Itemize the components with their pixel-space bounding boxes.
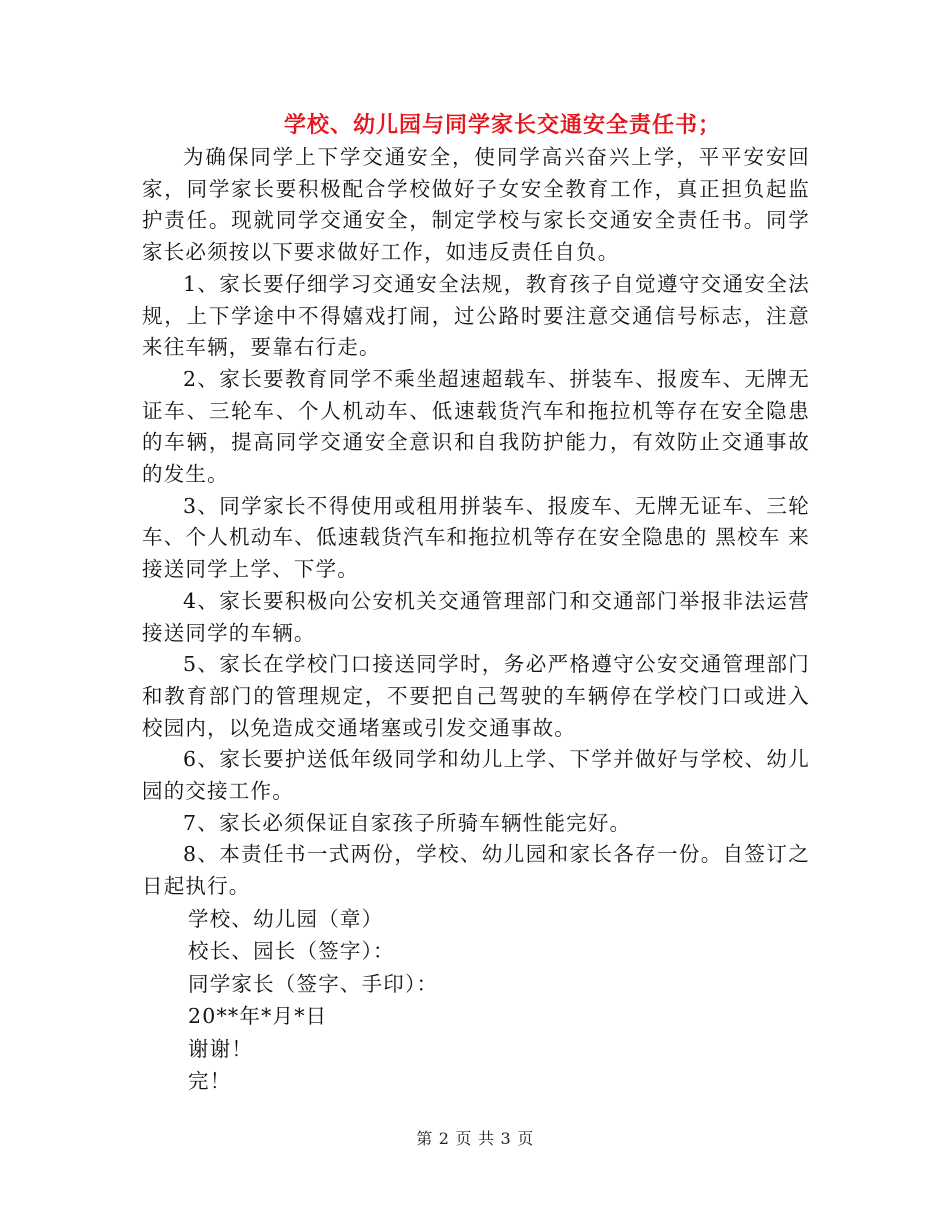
- intro-paragraph: 为确保同学上下学交通安全，使同学高兴奋兴上学，平平安安回家，同学家长要积极配合学校做好子女安全教育工作，真正担负起监护责任。现就同学交通安全，制定学校与家长交通安全责任书。同学家长必须按以下要求做好工作，如违反责任自负。: [142, 145, 810, 265]
- document-title: 学校、幼儿园与同学家长交通安全责任书；: [283, 112, 721, 138]
- rule-paragraph-3: 3、同学家长不得使用或租用拼装车、报废车、无牌无证车、三轮车、个人机动车、低速载货汽车和拖拉机等存在安全隐患的 黑校车 来接送同学上学、下学。: [142, 493, 810, 582]
- rule-paragraph-1: 1、家长要仔细学习交通安全法规，教育孩子自觉遵守交通安全法规，上下学途中不得嬉戏打闹，过公路时要注意交通信号标志，注意来往车辆，要靠右行走。: [142, 271, 810, 360]
- rule-paragraph-6: 6、家长要护送低年级同学和幼儿上学、下学并做好与学校、幼儿园的交接工作。: [142, 747, 810, 804]
- date-line: 20**年*月*日: [188, 1004, 328, 1029]
- footer-unit-label-2: 页: [517, 1129, 534, 1148]
- principal-signature-line: 校长、园长（签字）：: [188, 939, 395, 964]
- footer-page-label: 第: [416, 1129, 433, 1148]
- rule-paragraph-8: 8、本责任书一式两份，学校、幼儿园和家长各存一份。自签订之日起执行。: [142, 842, 810, 899]
- rule-paragraph-7: 7、家长必须保证自家孩子所骑车辆性能完好。: [183, 810, 632, 835]
- end-line: 完！: [188, 1069, 232, 1094]
- footer-total-label: 共: [478, 1129, 495, 1148]
- total-pages-number: 3: [500, 1129, 512, 1148]
- page-footer: [0, 1126, 950, 1149]
- thanks-line: 谢谢！: [188, 1036, 254, 1061]
- rule-paragraph-5: 5、家长在学校门口接送同学时，务必严格遵守公安交通管理部门和教育部门的管理规定，不要把自己驾驶的车辆停在学校门口或进入校园内，以免造成交通堵塞或引发交通事故。: [142, 652, 810, 740]
- current-page-number: 2: [438, 1129, 450, 1148]
- rule-paragraph-4: 4、家长要积极向公安机关交通管理部门和交通部门举报非法运营接送同学的车辆。: [142, 588, 810, 645]
- school-seal-line: 学校、幼儿园（章）: [188, 906, 384, 931]
- document-body: [142, 142, 810, 1098]
- footer-unit-label: 页: [455, 1129, 472, 1148]
- rule-paragraph-2: 2、家长要教育同学不乘坐超速超载车、拼装车、报废车、无牌无证车、三轮车、个人机动车、低速载货汽车和拖拉机等存在安全隐患的车辆，提高同学交通安全意识和自我防护能力，有效防止交通事故的发生。: [142, 366, 810, 487]
- parent-signature-line: 同学家长（签字、手印）：: [188, 971, 439, 996]
